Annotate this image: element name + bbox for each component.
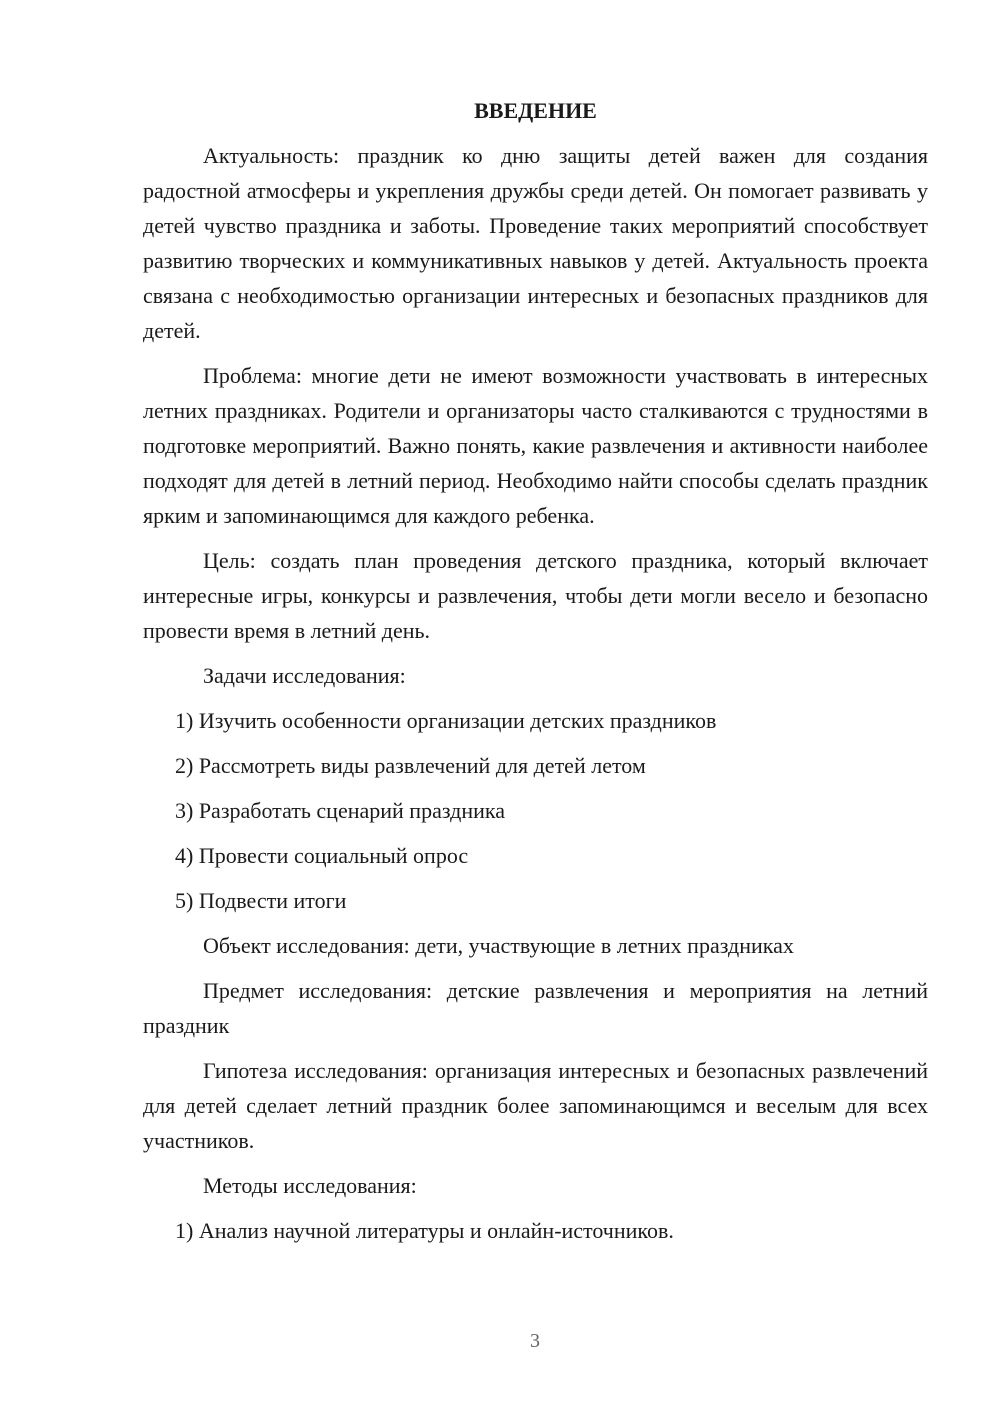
method-item-1: 1) Анализ научной литературы и онлайн-источников.	[175, 1218, 674, 1243]
page-number: 3	[530, 1330, 540, 1352]
task-item-1: 1) Изучить особенности организации детских праздников	[175, 708, 717, 733]
task-item-2: 2) Рассмотреть виды развлечений для детей летом	[175, 753, 646, 778]
problem-paragraph: Проблема: многие дети не имеют возможности участвовать в интересных летних праздниках. Родители и организаторы часто сталкиваются с трудностями в подготовке мероприятий. Важно понять, какие развлечения и активности наиболее подходят для детей в летний период. Необходимо найти способы сделать праздник ярким и запоминающимся для каждого ребенка.	[143, 363, 928, 528]
methods-title: Методы исследования:	[203, 1173, 417, 1198]
task-item-5: 5) Подвести итоги	[175, 888, 347, 913]
page-content	[143, 93, 928, 1258]
object-paragraph: Объект исследования: дети, участвующие в летних праздниках	[203, 933, 794, 958]
section-heading: ВВЕДЕНИЕ	[474, 98, 597, 123]
subject-paragraph: Предмет исследования: детские развлечения и мероприятия на летний праздник	[143, 978, 928, 1038]
goal-paragraph: Цель: создать план проведения детского праздника, который включает интересные игры, конкурсы и развлечения, чтобы дети могли весело и безопасно провести время в летний день.	[143, 548, 928, 643]
tasks-title: Задачи исследования:	[203, 663, 406, 688]
task-item-3: 3) Разработать сценарий праздника	[175, 798, 505, 823]
task-item-4: 4) Провести социальный опрос	[175, 843, 469, 868]
hypothesis-paragraph: Гипотеза исследования: организация интересных и безопасных развлечений для детей сделает летний праздник более запоминающимся и веселым для всех участников.	[143, 1058, 928, 1153]
relevance-paragraph: Актуальность: праздник ко дню защиты детей важен для создания радостной атмосферы и укрепления дружбы среди детей. Он помогает развивать у детей чувство праздника и заботы. Проведение таких мероприятий способствует развитию творческих и коммуникативных навыков у детей. Актуальность проекта связана с необходимостью организации интересных и безопасных праздников для детей.	[143, 143, 928, 343]
